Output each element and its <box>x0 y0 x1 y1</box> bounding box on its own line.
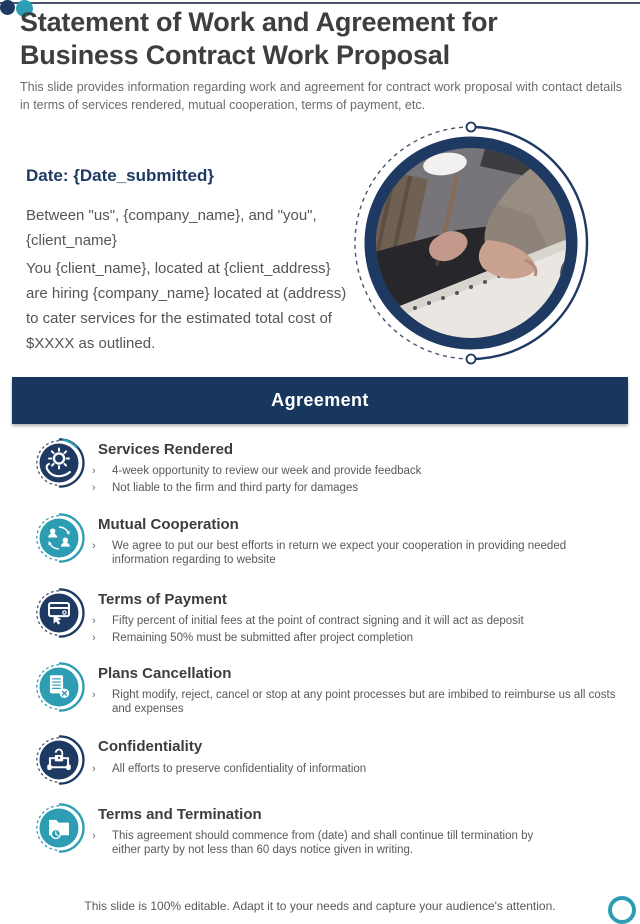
item-bullet <box>92 615 620 629</box>
item-bullet <box>92 763 620 777</box>
item-bullet <box>92 632 620 646</box>
item-bullet <box>92 465 620 479</box>
slide-description: This slide provides information regarding work and agreement for contract work proposal with contact details in terms of services rendered, mutual cooperation, terms of payment, etc. <box>20 80 622 112</box>
item-title: Terms of Payment <box>98 591 227 608</box>
item-bullet <box>92 830 620 857</box>
agreement-item-plans-cancellation <box>30 658 626 719</box>
bottom-node-decoration <box>467 355 476 364</box>
item-title: Terms and Termination <box>98 806 262 823</box>
navy-dot-decoration <box>0 0 15 15</box>
bullet-text: 4-week opportunity to review our week and provide feedback <box>112 465 422 477</box>
chevron-bullet-icon: › <box>92 689 96 701</box>
bullet-text: Fifty percent of initial fees at the point of contract signing and it will act as deposit <box>112 615 524 627</box>
page-title: Statement of Work and Agreement for Business Contract Work Proposal <box>20 7 498 71</box>
gear-hand-icon <box>30 434 88 492</box>
agreement-item-terms-and-termination <box>30 799 626 860</box>
agreement-item-confidentiality <box>30 731 626 789</box>
item-title: Services Rendered <box>98 441 234 458</box>
bullet-text: Right modify, reject, cancel or stop at any point processes but are imbibed to reimburse us all costs and expenses <box>112 689 616 715</box>
document-cancel-icon <box>30 658 88 716</box>
item-title: Confidentiality <box>98 738 203 755</box>
item-bullet <box>92 689 620 716</box>
item-bullet <box>92 482 620 496</box>
people-exchange-icon <box>30 509 88 567</box>
item-title: Mutual Cooperation <box>98 516 239 533</box>
editable-note: This slide is 100% editable. Adapt it to your needs and capture your audience's attention. <box>84 899 556 913</box>
bullet-text: This agreement should commence from (date) and shall continue till termination by either party by not less than 60 days notice given in writing. <box>112 830 534 856</box>
bullet-text: Not liable to the firm and third party for damages <box>112 481 359 494</box>
card-payment-icon <box>30 584 88 642</box>
agreement-item-services-rendered <box>30 434 626 498</box>
bullet-text: All efforts to preserve confidentiality of information <box>112 763 367 775</box>
chevron-bullet-icon: › <box>92 481 96 494</box>
teal-ring-decoration <box>608 896 636 924</box>
top-divider-line <box>0 2 640 4</box>
chevron-bullet-icon: › <box>92 540 96 552</box>
lock-box-icon <box>30 731 88 789</box>
signing-photo <box>337 112 612 377</box>
agreement-item-mutual-cooperation <box>30 509 626 570</box>
bullet-text: Remaining 50% must be submitted after project completion <box>112 631 414 644</box>
chevron-bullet-icon: › <box>92 465 96 477</box>
signing-photo-graphic <box>337 112 612 377</box>
bullet-text: We agree to put our best efforts in return we expect your cooperation in providing needed information regarding to website <box>112 540 567 566</box>
agreement-item-terms-of-payment <box>30 584 626 648</box>
parties-paragraph: Between "us", {company_name}, and "you", {client_name} <box>26 207 317 249</box>
chevron-bullet-icon: › <box>92 631 96 644</box>
agreement-banner: Agreement <box>12 377 628 424</box>
chevron-bullet-icon: › <box>92 615 96 627</box>
chevron-bullet-icon: › <box>92 830 96 842</box>
hiring-paragraph: You {client_name}, located at {client_address} are hiring {company_name} located at (address) to cater services for the estimated total cost of $XXXX as outlined. <box>26 260 347 352</box>
chevron-bullet-icon: › <box>92 763 96 775</box>
date-submitted-label: Date: {Date_submitted} <box>26 166 214 185</box>
top-node-decoration <box>467 123 476 132</box>
folder-clock-icon <box>30 799 88 857</box>
item-title: Plans Cancellation <box>98 665 232 682</box>
item-bullet <box>92 540 620 567</box>
